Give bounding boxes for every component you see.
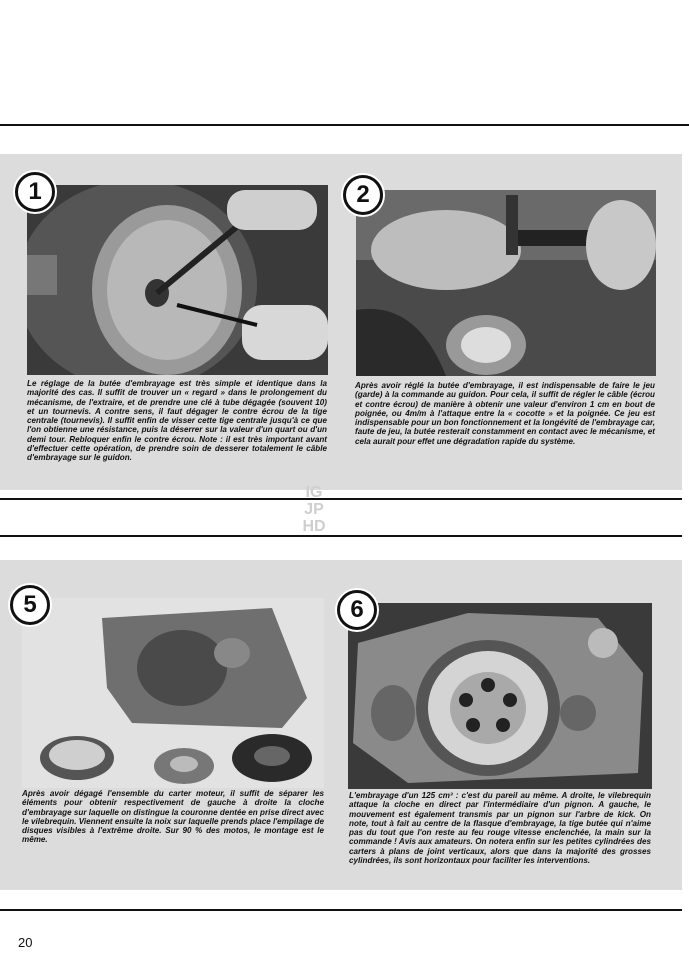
- figure-2-caption: Après avoir réglé la butée d'embrayage, il est indispensable de faire le jeu (garde) à la commande au guidon. Pour cela, il suffit de régler le câble (écrou et contre écrou) de manière à obtenir une valeur d'environ 1 cm en bout de poignée, ou 4m/m à l'attaque entre la « cocotte » et la poignée. Ce jeu est indispensable pour un bon fonctionnement et la longévité de l'embrayage car, faute de jeu, la butée resterait constamment en contact avec le mécanisme, et cela aurait pour effet une dégradation rapide du système.: [355, 381, 655, 446]
- bottom-rule: [0, 909, 682, 911]
- figure-2-number-badge: 2: [343, 175, 383, 215]
- top-rule: [0, 124, 689, 126]
- figure-5-caption: Après avoir dégagé l'ensemble du carter moteur, il suffit de séparer les éléments pour obtenir respectivement de gauche à droite la cloche d'embrayage sur laquelle on distingue la couronne dentée en prise direct avec le vilebrequin. Viennent ensuite la noix sur laquelle prends place l'empilage de disques visibles à l'extrême droite. Sur 90 % des motos, le montage est le même.: [22, 789, 324, 845]
- figure-2-photo: [356, 190, 656, 376]
- figure-6-image: [348, 603, 652, 789]
- watermark-line-2: JP: [304, 501, 324, 518]
- figure-1-caption: Le réglage de la butée d'embrayage est très simple et identique dans la majorité des cas. Il suffit de trouver un « regard » dans le prolongement du mécanisme, de l'extraire, et de prendre une clé à tube dégagée (souvent 10) et un tournevis. A contre sens, il faut dégager le contre écrou de la tige centrale (tournevis). Il suffit enfin de visser cette tige centrale jusqu'à ce que l'on obtienne une résistance, puis la déserrer sur la valeur d'un quart ou d'un demi tour. Rebloquer enfin le contre écrou. Note : il est très important avant d'effectuer cette opération, de prendre soin de desserer totalement le câble d'embrayage sur le guidon.: [27, 379, 327, 463]
- mid-rule-2: [0, 535, 682, 537]
- figure-5-image: [22, 598, 324, 788]
- page-number: 20: [18, 935, 33, 950]
- figure-1-photo: [27, 185, 328, 375]
- figure-6-photo: [348, 603, 652, 789]
- figure-1-image: [27, 185, 328, 375]
- figure-5-number-badge: 5: [10, 585, 50, 625]
- figure-6-number-badge: 6: [337, 590, 377, 630]
- watermark-line-1: IG: [305, 484, 323, 501]
- figure-6-caption: L'embrayage d'un 125 cm³ : c'est du pareil au même. A droite, le vilebrequin attaque la cloche en direct par l'intermédiaire d'un pignon. A gauche, le mouvement est également transmis par un pignon sur l'arbre de kick. On note, tout à fait au centre de la flasque d'embrayage, la tige butée qui n'aime pas du tout que l'on reste au feu rouge vitesse enclenchée, la main sur la commande ! Avis aux amateurs. On notera enfin sur les petites cylindrées des carters à plans de joint verticaux, alors que dans la majorité des grosses cylindrées, ils sont horizontaux pour faciliter les interventions.: [349, 791, 651, 866]
- watermark-line-3: HD: [302, 518, 326, 535]
- figure-5-photo: [22, 598, 324, 788]
- watermark: [282, 484, 346, 535]
- figure-2-image: [356, 190, 656, 376]
- figure-1-number-badge: 1: [15, 172, 55, 212]
